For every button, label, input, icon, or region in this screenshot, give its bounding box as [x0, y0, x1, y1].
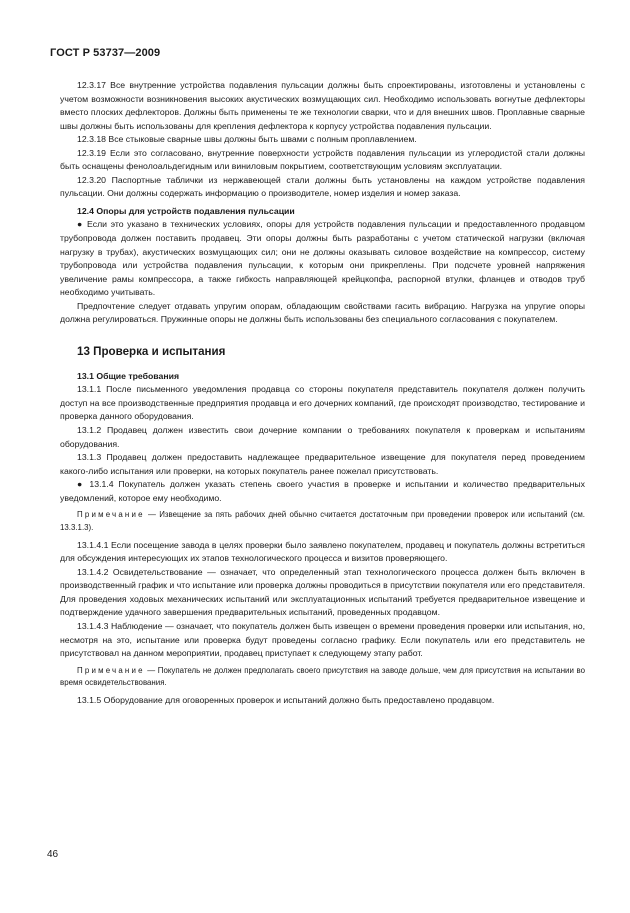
paragraph-supports: ● Если это указано в технических условиях, опоры для устройств подавления пульсации и предоставленного продавцом трубопровода должен поставить продавец. Эти опоры должны быть разработаны с учетом статической нагрузки (включая нагрузку в трубах), акустических возмущающих сил; они не должны оказывать силовое воздействие на компрессор, систему трубопровода или устройства подавления пульсации, к которым они прикреплены. При подсчете уровней напряжения увеличение рамы компрессора, а также гибкость направляющей крейцкопфа, распорной втулки, фланцев и отводов труб необходимо учитывать.: [60, 219, 585, 298]
paragraph-12-3-18: 12.3.18 Все стыковые сварные швы должны быть швами с полным проплавлением.: [77, 134, 417, 145]
note-1-text: — Извещение за пять рабочих дней обычно считается достаточным при проведении проверок или испытаний (см. 13.3.1.3).: [60, 510, 585, 533]
note-2: [60, 665, 585, 690]
paragraph-elastic-supports: Предпочтение следует отдавать упругим опорам, обладающим свойствами гасить вибрацию. Нагрузка на упругие опоры должна регулироваться. Пружинные опоры не должны быть использованы без специального согласования с покупателем.: [60, 300, 585, 325]
paragraph-12-3-19: 12.3.19 Если это согласовано, внутренние поверхности устройств подавления пульсации из углеродистой стали должны быть оснащены фенолоальдегидным или виниловым покрытием, соответствующим условиям эксплуатации.: [60, 147, 585, 172]
paragraph-13-1-2: 13.1.2 Продавец должен известить свои дочерние компании о требованиях покупателя к проверкам и испытаниям оборудования.: [60, 425, 585, 449]
paragraph-12-3-20: 12.3.20 Паспортные таблички из нержавеющей стали должны быть установлены на каждом устройстве подавления пульсации. Они должны содержать информацию о производителе, номер изделия и номер заказа.: [60, 174, 585, 199]
subsection-title-12-4: 12.4 Опоры для устройств подавления пульсации: [77, 205, 295, 216]
paragraph-13-1-4-2: 13.1.4.2 Освидетельствование — означает, что определенный этап технологического процесса должен быть включен в производственный график и что испытание или проверка должны проводиться в присутствии покупателя или его представителя. Для проведения ходовых механических испытаний или эксплуатационных испытаний требуется предварительное извещение и подтверждение удачного завершения предварительных испытаний, проведенных продавцом.: [60, 566, 585, 618]
section-title-13: 13 Проверка и испытания: [77, 344, 226, 358]
paragraph-12-3-17: 12.3.17 Все внутренние устройства подавления пульсации должны быть спроектированы, изготовлены и установлены с учетом возможности возникновения высоких акустических возмущающих сил. Необходимо использовать вогнутые дефлекторы вместо плоских дефлекторов. Должны быть применены те же технологии сварки, что и для внешних швов. Проплавные сварные швы должны быть использованы для крепления дефлектора к корпусу устройства подавления пульсации.: [60, 80, 585, 131]
note-2-text: — Покупатель не должен предполагать своего присутствия на заводе дольше, чем для присутствия на испытании во время освидетельствования.: [60, 665, 585, 688]
page-number: 46: [47, 849, 59, 860]
note-1-label: Примечание: [77, 510, 145, 520]
subsection-title-13-1: 13.1 Общие требования: [77, 370, 180, 381]
note-2-label: Примечание: [77, 665, 145, 675]
document-header: ГОСТ Р 53737—2009: [50, 47, 161, 59]
note-1: [60, 509, 585, 534]
paragraph-13-1-4-1: 13.1.4.1 Если посещение завода в целях проверки было заявлено покупателем, продавец и покупатель должны встретиться для обсуждения интересующих их этапов технологического процесса и визитов проверяющего.: [60, 539, 585, 564]
paragraph-13-1-1: 13.1.1 После письменного уведомления продавца со стороны покупателя представитель покупателя должен получить доступ на все производственные предприятия продавца и его дочерних компаний, где происходят производство, тестирование и проверка данного оборудования.: [60, 384, 585, 422]
paragraph-13-1-4: ● 13.1.4 Покупатель должен указать степень своего участия в проверке и испытании и количество предварительных уведомлений, которое ему необходимо.: [60, 479, 585, 503]
document-body: [60, 79, 585, 708]
paragraph-13-1-4-3: 13.1.4.3 Наблюдение — означает, что покупатель должен быть извещен о времени проведения проверки или испытания, но, несмотря на это, испытание или проверка будут проведены согласно графику. Если покупатель или его представитель не присутствовал на данном мероприятии, продавец приступает к следующему этапу работ.: [60, 621, 585, 659]
paragraph-13-1-3: 13.1.3 Продавец должен предоставить надлежащее предварительное извещение для покупателя перед проведением какого-либо испытания или проверки, на которых покупатель ранее пожелал присутствовать.: [60, 452, 585, 476]
paragraph-13-1-5: 13.1.5 Оборудование для оговоренных проверок и испытаний должно быть предоставлено продавцом.: [77, 695, 495, 706]
